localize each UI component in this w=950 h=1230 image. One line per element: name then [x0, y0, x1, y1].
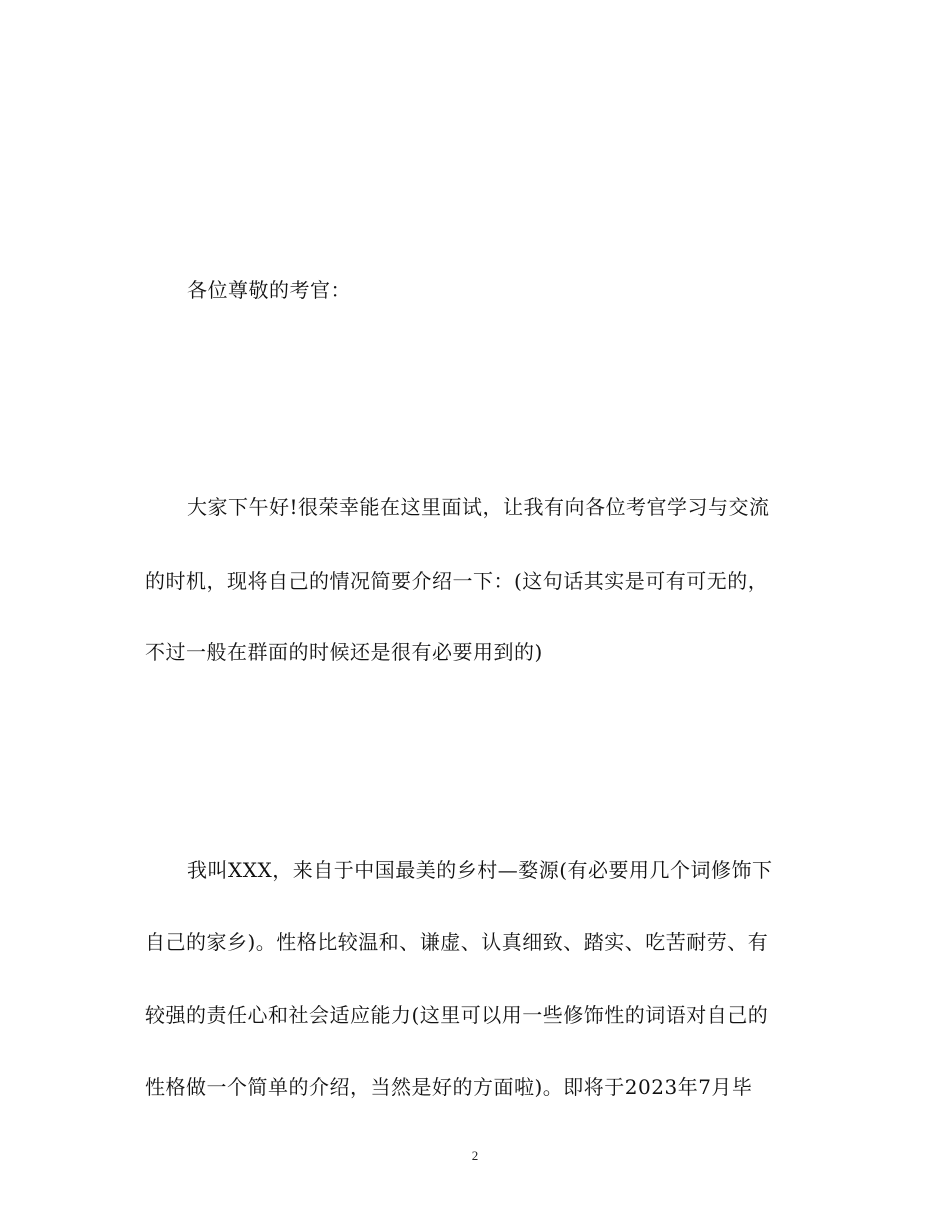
- paragraph-2-line-2: 自己的家乡)。性格比较温和、谦虚、认真细致、踏实、吃苦耐劳、有: [145, 930, 769, 954]
- paragraph-2-line-1: 我叫XXX，来自于中国最美的乡村—婺源(有必要用几个词修饰下: [187, 858, 773, 882]
- page-number: 2: [471, 1148, 479, 1163]
- paragraph-1-line-2: 的时机，现将自己的情况简要介绍一下：(这句话其实是可有可无的，: [145, 569, 769, 593]
- paragraph-1-line-1: 大家下午好!很荣幸能在这里面试，让我有向各位考官学习与交流: [187, 495, 770, 519]
- paragraph-1-line-3: 不过一般在群面的时候还是很有必要用到的): [145, 640, 543, 664]
- paragraph-2-line-3: 较强的责任心和社会适应能力(这里可以用一些修饰性的词语对自己的: [145, 1003, 769, 1027]
- salutation: 各位尊敬的考官：: [187, 278, 351, 302]
- paragraph-2-line-4: 性格做一个简单的介绍，当然是好的方面啦)。即将于2023年7月毕: [145, 1075, 753, 1099]
